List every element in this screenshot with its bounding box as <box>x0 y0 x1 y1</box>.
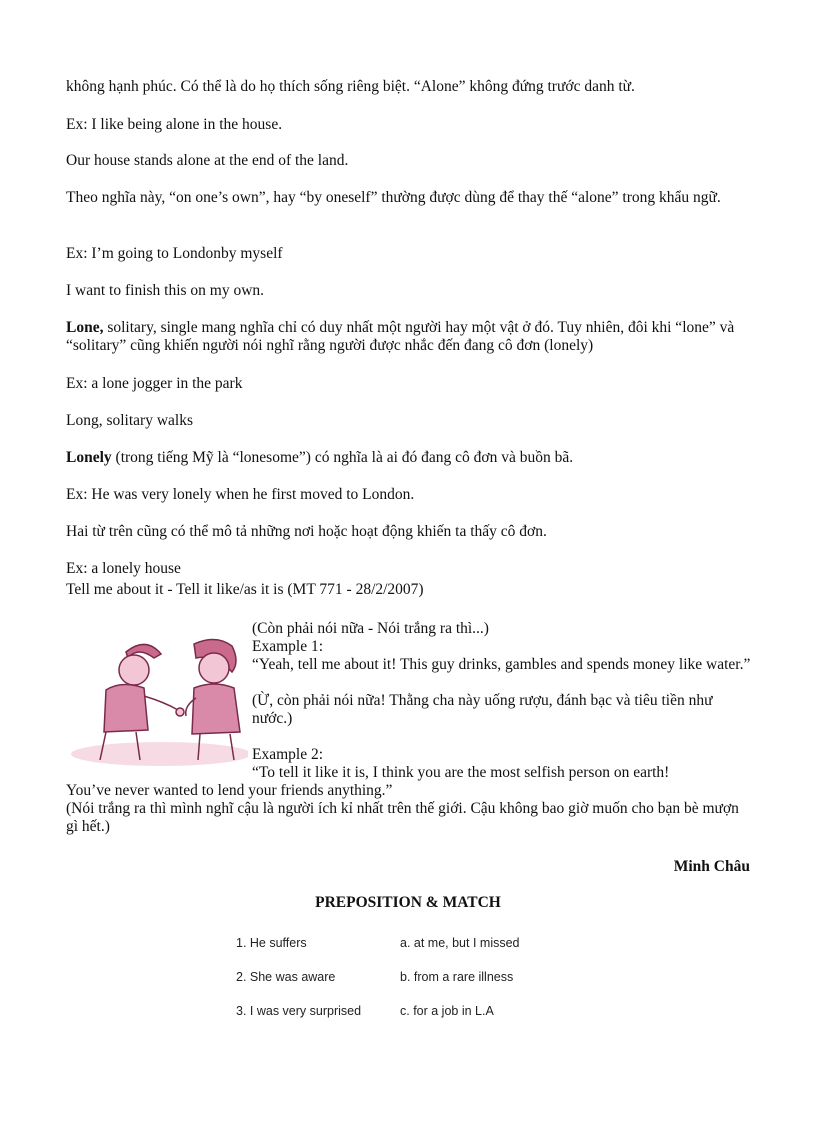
match-left: 1. He suffers <box>236 936 307 950</box>
example-line: Ex: a lonely house <box>66 560 181 577</box>
match-right: b. from a rare illness <box>400 970 514 984</box>
example-english: “Yeah, tell me about it! This guy drinks, gambles and spends money like water.” <box>252 656 751 673</box>
paragraph <box>66 449 746 467</box>
match-row <box>236 1004 576 1038</box>
example-english-continued: You’ve never wanted to lend your friends anything.” <box>66 782 393 799</box>
match-row <box>236 936 576 970</box>
match-left: 2. She was aware <box>236 970 336 984</box>
example-line: I want to finish this on my own. <box>66 282 265 299</box>
cartoon-illustration <box>66 632 248 770</box>
example-line: Ex: I like being alone in the house. <box>66 116 283 133</box>
paragraph: không hạnh phúc. Có thể là do họ thích sống riêng biệt. “Alone” không đứng trước danh từ. <box>66 78 635 95</box>
match-right: a. at me, but I missed <box>400 936 520 950</box>
match-left: 3. I was very surprised <box>236 1004 362 1018</box>
example-line: Ex: I’m going to Londonby myself <box>66 245 283 262</box>
match-title: PREPOSITION & MATCH <box>315 894 501 911</box>
example-line: Long, solitary walks <box>66 412 193 429</box>
idiom-intro: (Còn phải nói nữa - Nói trắng ra thì...) <box>252 620 489 637</box>
paragraph-text: (trong tiếng Mỹ là “lonesome”) có nghĩa là ai đó đang cô đơn và buồn bã. <box>111 449 574 466</box>
example-vietnamese: (Nói trắng ra thì mình nghĩ cậu là người ích kỉ nhất trên thế giới. Cậu không bao giờ muốn cho bạn bè mượn gì hết.) <box>66 800 739 835</box>
paragraph <box>66 319 746 355</box>
example-label: Example 1: <box>252 638 324 655</box>
example-label: Example 2: <box>252 746 324 763</box>
section-title: Tell me about it - Tell it like/as it is (MT 771 - 28/2/2007) <box>66 581 424 598</box>
example-vietnamese: (Ừ, còn phải nói nữa! Thằng cha này uống rượu, đánh bạc và tiêu tiền như nước.) <box>252 692 713 727</box>
example-line: Our house stands alone at the end of the land. <box>66 152 349 169</box>
example-english: “To tell it like it is, I think you are the most selfish person on earth! <box>252 764 670 781</box>
paragraph: Hai từ trên cũng có thể mô tả những nơi hoặc hoạt động khiến ta thấy cô đơn. <box>66 523 547 540</box>
example-line: Ex: He was very lonely when he first moved to London. <box>66 486 415 503</box>
author-signature: Minh Châu <box>673 858 750 875</box>
paragraph-text: solitary, single mang nghĩa chỉ có duy nhất một người hay một vật ở đó. Tuy nhiên, đôi khi “lone” và “solitary” cũng khiến người nói nghĩ rằng người được nhắc đến đang cô đơn (lonely) <box>66 319 735 354</box>
term-lonely: Lonely <box>66 449 112 466</box>
match-table <box>236 936 576 1038</box>
term-lone: Lone, <box>66 319 104 336</box>
match-right: c. for a job in L.A <box>400 1004 494 1018</box>
example-line: Ex: a lone jogger in the park <box>66 375 243 392</box>
match-row <box>236 970 576 1004</box>
paragraph: Theo nghĩa này, “on one’s own”, hay “by oneself” thường được dùng để thay thế “alone” trong khẩu ngữ. <box>66 189 721 206</box>
